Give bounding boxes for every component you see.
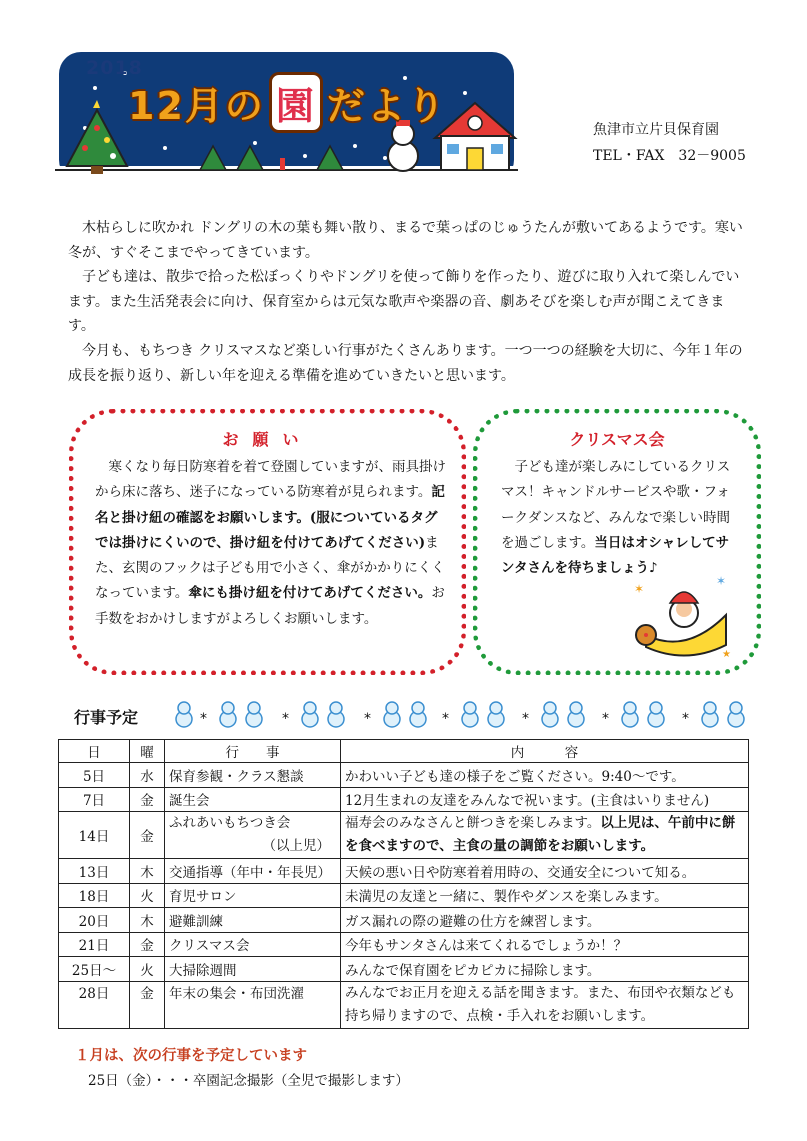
svg-text:*: * [682, 711, 689, 727]
schedule-title: 行事予定 [74, 708, 139, 727]
row-day: 5日 [59, 763, 130, 788]
intro-paragraph: 今月も、もちつき クリスマスなど楽しい行事がたくさんあります。一つ一つの経験を大切に、今年１年の成長を振り返り、新しい年を迎える準備を進めていきたいと思います。 [68, 342, 743, 384]
table-header-row [59, 740, 749, 763]
intro-paragraph: 木枯らしに吹かれ ドングリの木の葉も舞い散り、まるで葉っぱのじゅうたんが敷いてあるようです。寒い冬が、すぐそこまでやってきています。 [68, 220, 743, 261]
row-weekday: 金 [130, 981, 165, 1028]
row-event-sub: （以上児） [262, 838, 330, 854]
row-weekday: 木 [130, 859, 165, 884]
row-weekday: 金 [130, 932, 165, 957]
table-row [59, 859, 749, 884]
row-day: 28日 [59, 981, 130, 1028]
row-detail: 未満児の友達と一緒に、製作やダンスを楽しみます。 [341, 883, 749, 908]
row-detail: 12月生まれの友達をみんなで祝います。(主食はいりません) [341, 787, 749, 812]
row-event: 交通指導（年中・年長児） [165, 859, 341, 884]
row-detail-text: 福寿会のみなさんと餅つきを楽しみます。 [345, 815, 601, 831]
row-day: 18日 [59, 883, 130, 908]
table-row [59, 932, 749, 957]
svg-text:★: ★ [722, 649, 731, 660]
row-event: 年末の集会・布団洗濯 [165, 981, 341, 1028]
table-row [59, 763, 749, 788]
row-detail: かわいい子ども達の様子をご覧ください。9:40～です。 [341, 763, 749, 788]
row-event: クリスマス会 [165, 932, 341, 957]
organization-info [593, 117, 746, 169]
request-bold: 傘にも掛け紐を付けてあげてください。 [188, 585, 432, 602]
row-weekday: 木 [130, 908, 165, 933]
header-day: 日 [59, 740, 130, 763]
svg-text:*: * [522, 711, 529, 727]
header-weekday: 曜 [130, 740, 165, 763]
header-event: 行 事 [165, 740, 341, 763]
contact-number: TEL・FAX 32－9005 [593, 148, 746, 164]
request-body [95, 455, 447, 632]
row-detail-bold: 以上児は、午前中に餅を食べますので、主食の量の調節をお願いします。 [345, 815, 736, 854]
table-row [59, 957, 749, 982]
row-event: 大掃除週間 [165, 957, 341, 982]
organization-name: 魚津市立片貝保育園 [593, 122, 719, 138]
request-text: お手数をおかけしますがよろしくお願いします。 [95, 585, 445, 627]
row-detail: ガス漏れの際の避難の仕方を練習します。 [341, 908, 749, 933]
intro-text [68, 216, 746, 388]
christmas-box [473, 409, 761, 675]
request-title: お願い [222, 430, 313, 449]
row-event: 誕生会 [165, 787, 341, 812]
christmas-body [501, 455, 731, 581]
request-text: また、玄関のフックは子ども用で小さく、傘がかかりにくくなっています。 [95, 534, 445, 602]
row-detail: みんなで保育園をピカピカに掃除します。 [341, 957, 749, 982]
row-detail: 今年もサンタさんは来てくれるでしょうか！？ [341, 932, 749, 957]
row-weekday: 火 [130, 883, 165, 908]
row-day: 25日～ [59, 957, 130, 982]
table-row [59, 787, 749, 812]
request-box [69, 409, 466, 675]
request-bold: 記名と掛け紐の確認をお願いします。(服についているタグでは掛けにくいので、掛け紐を付けてあげてください) [95, 484, 445, 551]
row-event: 育児サロン [165, 883, 341, 908]
row-detail: 天候の悪い日や防寒着着用時の、交通安全について知る。 [341, 859, 749, 884]
row-day: 14日 [59, 812, 130, 859]
row-weekday: 水 [130, 763, 165, 788]
next-month-title: １月は、次の行事を予定しています [75, 1048, 307, 1064]
row-event: 保育参観・クラス懇談 [165, 763, 341, 788]
svg-text:*: * [200, 711, 207, 727]
christmas-text: 子ども達が楽しみにしているクリスマス！キャンドルサービスや歌・フォークダンスなど、みんなで楽しい時間を過ごします。 [501, 459, 731, 551]
row-detail [341, 812, 749, 859]
svg-text:*: * [442, 711, 449, 727]
svg-text:✶: ✶ [716, 575, 727, 588]
table-row [59, 981, 749, 1028]
row-event-name: ふれあいもちつき会 [169, 815, 291, 831]
row-weekday: 金 [130, 812, 165, 859]
svg-text:*: * [602, 711, 609, 727]
newsletter-title [128, 72, 447, 133]
christmas-bold: 当日はオシャレしてサンタさんを待ちましょう♪ [501, 534, 730, 577]
christmas-title: クリスマス会 [569, 430, 665, 449]
row-day: 21日 [59, 932, 130, 957]
request-text: 寒くなり毎日防寒着を着て登園していますが、雨具掛けから床に落ち、迷子になっている防寒着が見られます。 [95, 459, 446, 501]
next-month-item: 25日（金）・・・卒園記念撮影（全児で撮影します） [88, 1073, 409, 1089]
row-event [165, 812, 341, 859]
row-event: 避難訓練 [165, 908, 341, 933]
header-detail: 内 容 [341, 740, 749, 763]
table-row [59, 812, 749, 859]
table-row [59, 883, 749, 908]
snowman-border-icon [170, 697, 750, 729]
schedule-table [58, 739, 749, 1029]
svg-text:✶: ✶ [634, 582, 645, 596]
row-day: 13日 [59, 859, 130, 884]
row-day: 20日 [59, 908, 130, 933]
svg-text:*: * [282, 711, 289, 727]
row-weekday: 火 [130, 957, 165, 982]
table-row [59, 908, 749, 933]
title-kanji-badge: 園 [269, 72, 323, 133]
newsletter-year: 2018 [86, 57, 143, 79]
santa-sleigh-icon [626, 575, 736, 661]
title-suffix: だより [326, 84, 447, 128]
intro-paragraph: 子ども達は、散歩で拾った松ぼっくりやドングリを使って飾りを作ったり、遊びに取り入れて楽しんでいます。また生活発表会に向け、保育室からは元気な歌声や楽器の音、劇あそびを楽しむ声が聞こえてきます。 [68, 269, 740, 335]
svg-text:*: * [364, 711, 371, 727]
row-detail: みんなでお正月を迎える話を聞きます。また、布団や衣類なども持ち帰りますので、点検・手入れをお願いします。 [341, 981, 749, 1028]
row-day: 7日 [59, 787, 130, 812]
title-prefix: 12月の [128, 84, 265, 128]
row-weekday: 金 [130, 787, 165, 812]
